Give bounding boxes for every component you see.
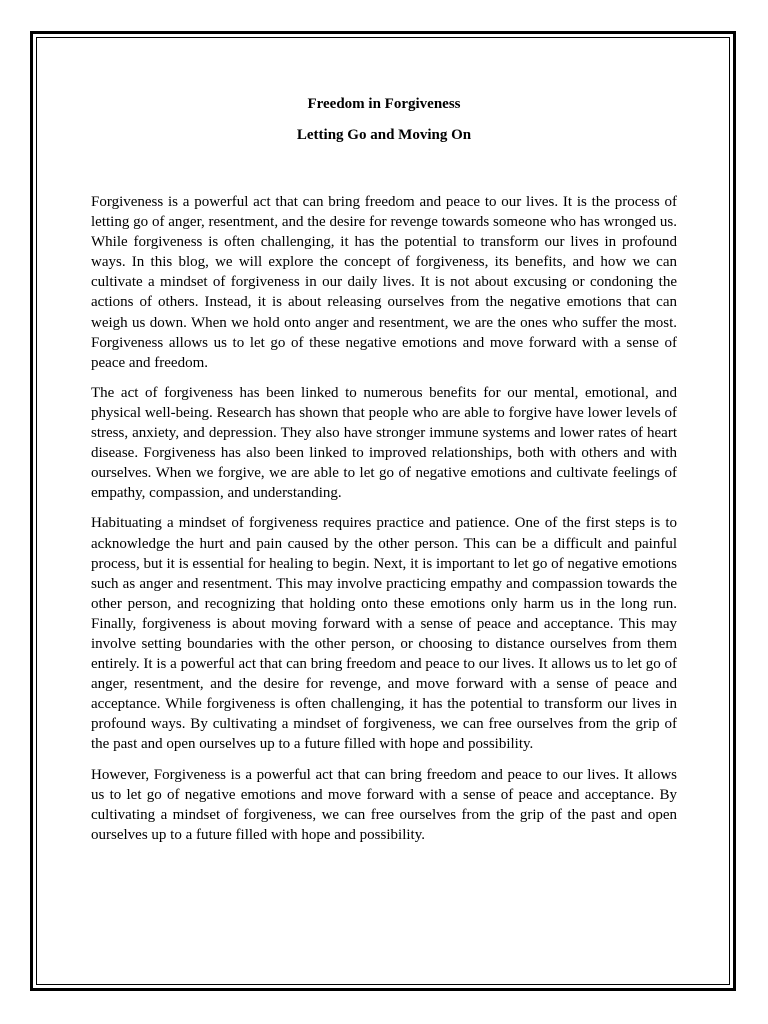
document-content bbox=[91, 93, 677, 855]
paragraph-habituating: Habituating a mindset of forgiveness requires practice and patience. One of the first steps is to acknowledge the hurt and pain caused by the other person. This can be a difficult and painful process, but it is essential for healing to begin. Next, it is important to let go of negative emotions such as anger and resentment. This may involve practicing empathy and compassion towards the other person, and recognizing that holding onto these emotions only harm us in the long run. Finally, forgiveness is about moving forward with a sense of peace and acceptance. This may involve setting boundaries with the other person, or choosing to distance ourselves from them entirely. It is a powerful act that can bring freedom and peace to our lives. It allows us to let go of anger, resentment, and the desire for revenge, and move forward with a sense of peace and acceptance. While forgiveness is often challenging, it has the potential to transform our lives in profound ways. By cultivating a mindset of forgiveness, we can free ourselves from the grip of the past and open ourselves up to a future filled with hope and possibility. bbox=[91, 515, 677, 753]
paragraph-intro: Forgiveness is a powerful act that can bring freedom and peace to our lives. It is the process of letting go of anger, resentment, and the desire for revenge towards someone who has wronged us. While forgiveness is often challenging, it has the potential to transform our lives in profound ways. In this blog, we will explore the concept of forgiveness, its benefits, and how we can cultivate a mindset of forgiveness in our daily lives. It is not about excusing or condoning the actions of others. Instead, it is about releasing ourselves from the negative emotions that can weigh us down. When we hold onto anger and resentment, we are the ones who suffer the most. Forgiveness allows us to let go of these negative emotions and move forward with a sense of peace and freedom. bbox=[91, 194, 677, 371]
document-subtitle: Letting Go and Moving On bbox=[296, 127, 472, 143]
document-body bbox=[91, 192, 677, 845]
paragraph-benefits: The act of forgiveness has been linked to numerous benefits for our mental, emotional, and physical well-being. Research has shown that people who are able to forgive have lower levels of stress, anxiety, and depression. They also have stronger immune systems and lower rates of heart disease. Forgiveness has also been linked to improved relationships, both with others and with ourselves. When we forgive, we are able to let go of negative emotions and cultivate feelings of empathy, compassion, and understanding. bbox=[91, 384, 677, 502]
paragraph-conclusion: However, Forgiveness is a powerful act that can bring freedom and peace to our lives. It allows us to let go of negative emotions and move forward with a sense of peace and acceptance. By cultivating a mindset of forgiveness, we can free ourselves from the grip of the past and open ourselves up to a future filled with hope and possibility. bbox=[91, 766, 677, 843]
document-title: Freedom in Forgiveness bbox=[307, 96, 461, 112]
